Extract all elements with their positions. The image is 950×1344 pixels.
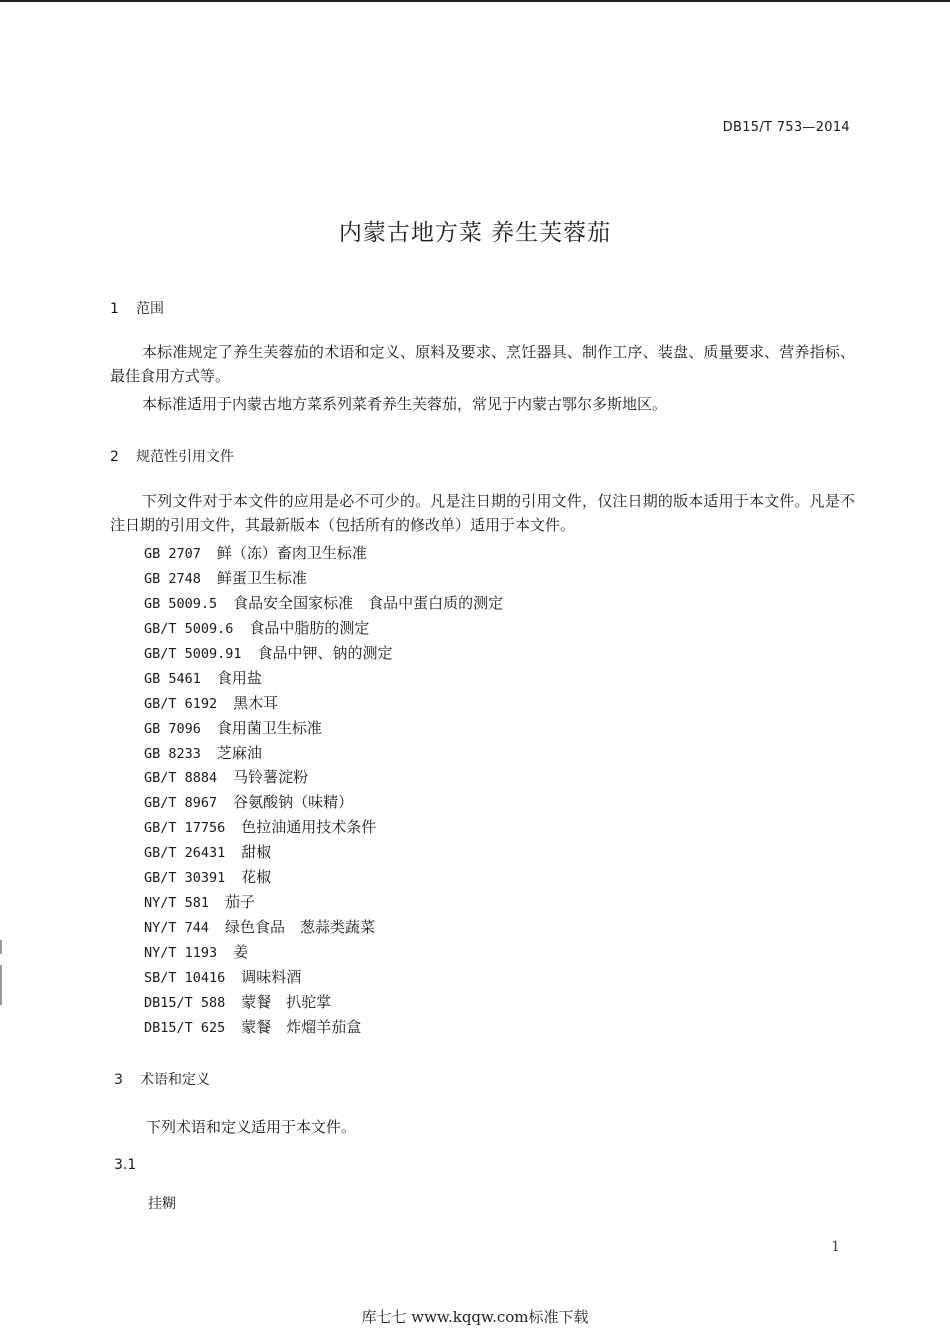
section-1-title: 范围 xyxy=(136,301,164,317)
page-top-border xyxy=(0,0,950,2)
margin-mark xyxy=(0,965,2,1005)
reference-name: 花椒 xyxy=(241,868,272,887)
reference-code: GB/T 8884 xyxy=(144,770,218,787)
section-3-intro: 下列术语和定义适用于本文件。 xyxy=(146,1118,357,1136)
reference-code: GB 2707 xyxy=(144,546,201,562)
reference-name: 色拉油通用技术条件 xyxy=(241,818,377,837)
reference-code: GB/T 26431 xyxy=(144,845,226,862)
reference-name: 黑木耳 xyxy=(233,693,279,712)
list-item xyxy=(144,840,503,865)
reference-code: GB/T 6192 xyxy=(144,695,218,712)
list-item xyxy=(144,616,503,641)
reference-name: 芝麻油 xyxy=(216,743,262,762)
reference-list xyxy=(144,541,503,1040)
section-2-number: 2 xyxy=(110,449,119,465)
document-code: DB15/T 753—2014 xyxy=(722,120,850,135)
reference-code: GB 2748 xyxy=(144,570,201,587)
reference-code: NY/T 744 xyxy=(144,920,210,937)
reference-name: 食品中脂肪的测定 xyxy=(249,618,370,637)
reference-name: 绿色食品 葱蒜类蔬菜 xyxy=(225,918,376,937)
list-item xyxy=(144,691,503,716)
list-item xyxy=(144,765,503,790)
section-2-intro: 下列文件对于本文件的应用是必不可少的。凡是注日期的引用文件，仅注日期的版本适用于本文件。凡是不注日期的引用文件，其最新版本（包括所有的修改单）适用于本文件。 xyxy=(110,492,855,534)
reference-code: DB15/T 588 xyxy=(144,994,226,1011)
list-item xyxy=(144,965,503,990)
margin-mark xyxy=(0,940,2,954)
reference-name: 姜 xyxy=(233,943,249,961)
page-number: 1 xyxy=(831,1239,840,1255)
reference-name: 鲜（冻）畜肉卫生标准 xyxy=(216,544,367,562)
list-item xyxy=(144,716,503,741)
section-1-paragraph-2: 本标准适用于内蒙古地方菜系列菜肴养生芙蓉茄，常见于内蒙古鄂尔多斯地区。 xyxy=(142,395,668,413)
list-item xyxy=(144,790,503,815)
reference-code: GB 5461 xyxy=(144,670,201,687)
reference-name: 茄子 xyxy=(225,893,256,912)
reference-name: 食用菌卫生标准 xyxy=(216,718,322,737)
reference-name: 食品安全国家标准 食品中蛋白质的测定 xyxy=(233,593,504,612)
reference-name: 食品中钾、钠的测定 xyxy=(257,643,393,662)
list-item xyxy=(144,566,503,591)
reference-code: NY/T 1193 xyxy=(144,945,218,961)
list-item xyxy=(144,890,503,915)
reference-name: 鲜蛋卫生标准 xyxy=(216,568,307,587)
reference-code: GB 8233 xyxy=(144,745,201,762)
section-2-title: 规范性引用文件 xyxy=(136,449,234,465)
section-1-number: 1 xyxy=(110,301,119,317)
reference-code: GB/T 30391 xyxy=(144,870,226,887)
document-title: 内蒙古地方菜 养生芙蓉茄 xyxy=(338,220,612,246)
section-3-title: 术语和定义 xyxy=(140,1072,210,1088)
reference-code: GB 5009.5 xyxy=(144,595,218,612)
section-3-number: 3 xyxy=(114,1072,123,1088)
reference-code: DB15/T 625 xyxy=(144,1019,226,1036)
reference-code: GB/T 5009.6 xyxy=(144,620,234,637)
section-2-heading xyxy=(110,446,234,466)
list-item xyxy=(144,541,503,566)
reference-name: 蒙餐 炸熘羊茄盒 xyxy=(241,1017,362,1036)
list-item xyxy=(144,666,503,691)
reference-code: SB/T 10416 xyxy=(144,969,226,986)
subsection-number: 3.1 xyxy=(114,1157,137,1173)
term-heading: 挂糊 xyxy=(148,1196,176,1212)
reference-name: 调味料酒 xyxy=(241,967,302,986)
section-1-paragraph-1: 本标准规定了养生芙蓉茄的术语和定义、原料及要求、烹饪器具、制作工序、装盘、质量要求、营养指标、最佳食用方式等。 xyxy=(110,343,855,385)
reference-name: 马铃薯淀粉 xyxy=(233,768,309,787)
list-item xyxy=(144,591,503,616)
list-item xyxy=(144,990,503,1015)
section-3-heading xyxy=(114,1069,210,1089)
list-item xyxy=(144,641,503,666)
reference-code: GB/T 17756 xyxy=(144,820,226,837)
list-item xyxy=(144,865,503,890)
list-item xyxy=(144,915,503,940)
section-1-heading xyxy=(110,298,164,318)
list-item xyxy=(144,1015,503,1040)
reference-name: 蒙餐 扒驼掌 xyxy=(241,992,332,1011)
footer-watermark: 库七七 www.kqqw.com标准下载 xyxy=(361,1308,589,1326)
reference-name: 食用盐 xyxy=(216,668,262,687)
reference-code: NY/T 581 xyxy=(144,895,210,912)
reference-code: GB/T 8967 xyxy=(144,795,218,812)
list-item xyxy=(144,940,503,965)
list-item xyxy=(144,741,503,766)
reference-code: GB/T 5009.91 xyxy=(144,645,242,662)
reference-code: GB 7096 xyxy=(144,720,201,737)
reference-name: 谷氨酸钠（味精） xyxy=(233,793,354,812)
list-item xyxy=(144,815,503,840)
reference-name: 甜椒 xyxy=(241,843,272,862)
